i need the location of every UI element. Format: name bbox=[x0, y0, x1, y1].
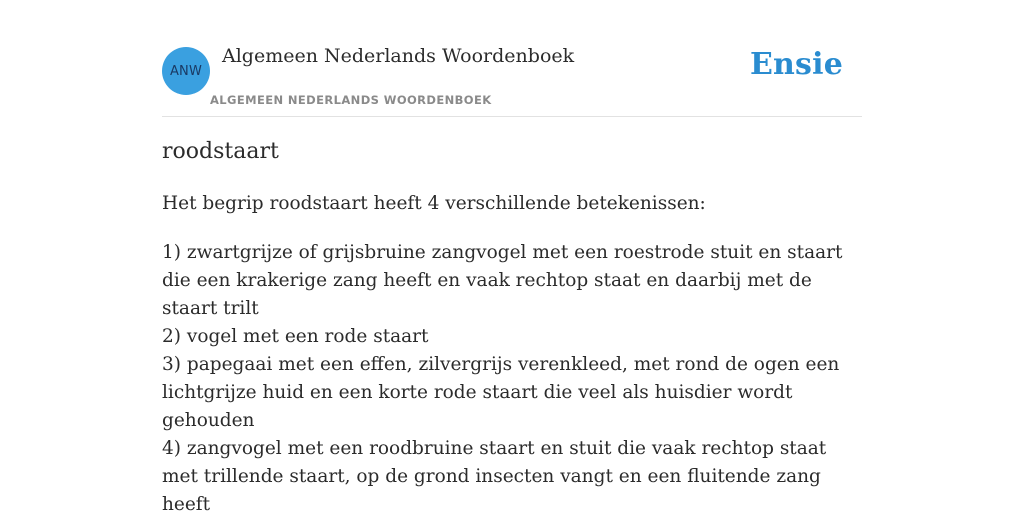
header bbox=[162, 0, 862, 117]
definition-item: 1) zwartgrijze of grijsbruine zangvogel met een roestrode stuit en staart die een krakerige zang heeft en vaak rechtop staat en daarbij met de staart trilt bbox=[162, 242, 843, 319]
definition-list bbox=[162, 239, 862, 519]
definition-item: 2) vogel met een rode staart bbox=[162, 326, 429, 347]
page-title: roodstaart bbox=[162, 139, 279, 164]
page-container bbox=[162, 0, 862, 515]
anw-logo[interactable] bbox=[162, 47, 210, 95]
ensie-brand-logo[interactable]: Ensie bbox=[749, 47, 843, 82]
source-title[interactable]: Algemeen Nederlands Woordenboek bbox=[222, 45, 575, 67]
source-subtitle: ALGEMEEN NEDERLANDS WOORDENBOEK bbox=[210, 93, 492, 107]
definition-item: 4) zangvogel met een roodbruine staart en stuit die vaak rechtop staat met trillende staart, op de grond insecten vangt en een fluitende zang heeft bbox=[162, 438, 827, 515]
intro-text: Het begrip roodstaart heeft 4 verschillende betekenissen: bbox=[162, 193, 706, 214]
logo-text: ANW bbox=[169, 63, 203, 79]
definition-item: 3) papegaai met een effen, zilvergrijs verenkleed, met rond de ogen een lichtgrijze huid en een korte rode staart die veel als huisdier wordt gehouden bbox=[162, 354, 840, 431]
